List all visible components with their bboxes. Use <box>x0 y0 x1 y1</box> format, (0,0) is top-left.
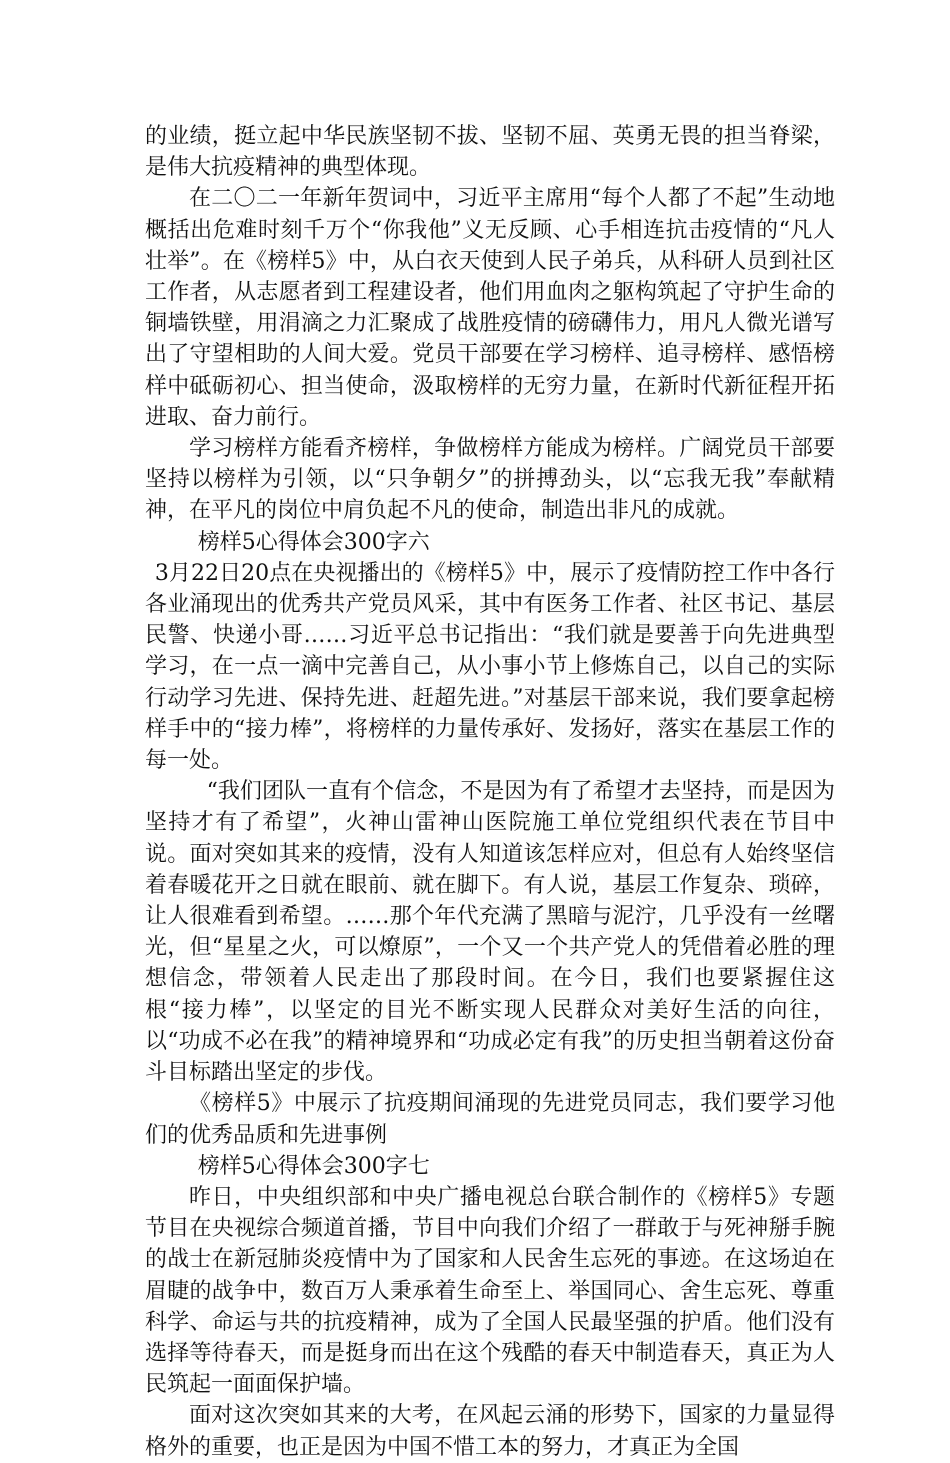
paragraph: 学习榜样方能看齐榜样，争做榜样方能成为榜样。广阔党员干部要坚持以榜样为引领，以“只争朝夕”的拼搏劲头，以“忘我无我”奉献精神，在平凡的岗位中肩负起不凡的使命，制造出非凡的成就。 <box>145 436 835 524</box>
paragraph: 3月22日20点在央视播出的《榜样5》中，展示了疫情防控工作中各行各业涌现出的优秀共产党员风采，其中有医务工作者、社区书记、基层民警、快递小哥……习近平总书记指出：“我们就是要善于向先进典型学习，在一点一滴中完善自己，从小事小节上修炼自己，以自己的实际行动学习先进、保持先进、赶超先进。”对基层干部来说，我们要拿起榜样手中的“接力棒”，将榜样的力量传承好、发扬好，落实在基层工作的每一处。 <box>145 560 835 774</box>
paragraph: 《榜样5》中展示了抗疫期间涌现的先进党员同志，我们要学习他们的优秀品质和先进事例 <box>145 1091 835 1148</box>
paragraph: 在二〇二一年新年贺词中，习近平主席用“每个人都了不起”生动地概括出危难时刻千万个“你我他”义无反顾、心手相连抗击疫情的“凡人壮举”。在《榜样5》中，从白衣天使到人民子弟兵，从科研人员到社区工作者，从志愿者到工程建设者，他们用血肉之躯构筑起了守护生命的铜墙铁壁，用涓滴之力汇聚成了战胜疫情的磅礴伟力，用凡人微光谱写出了守望相助的人间大爱。党员干部要在学习榜样、追寻榜样、感悟榜样中砥砺初心、担当使命，汲取榜样的无穷力量，在新时代新征程开拓进取、奋力前行。 <box>145 186 835 430</box>
paragraph: “我们团队一直有个信念，不是因为有了希望才去坚持，而是因为坚持才有了希望”，火神山雷神山医院施工单位党组织代表在节目中说。面对突如其来的疫情，没有人知道该怎样应对，但总有人始终坚信着春暖花开之日就在眼前、就在脚下。有人说，基层工作复杂、琐碎，让人很难看到希望。……那个年代充满了黑暗与泥泞，几乎没有一丝曙光，但“星星之火，可以燎原”，一个又一个共产党人的凭借着必胜的理想信念，带领着人民走出了那段时间。在今日，我们也要紧握住这根“接力棒”，以坚定的目光不断实现人民群众对美好生活的向往，以“功成不必在我”的精神境界和“功成必定有我”的历史担当朝着这份奋斗目标踏出坚定的步伐。 <box>145 779 835 1086</box>
section-heading: 榜样5心得体会300字六 <box>197 529 430 555</box>
paragraph: 昨日，中央组织部和中央广播电视总台联合制作的《榜样5》专题节目在央视综合频道首播，节目中向我们介绍了一群敢于与死神掰手腕的战士在新冠肺炎疫情中为了国家和人民舍生忘死的事迹。在这场迫在眉睫的战争中，数百万人秉承着生命至上、举国同心、舍生忘死、尊重科学、命运与共的抗疫精神，成为了全国人民最坚强的护盾。他们没有选择等待春天，而是挺身而出在这个残酷的春天中制造春天，真正为人民筑起一面面保护墙。 <box>145 1184 835 1398</box>
section-heading: 榜样5心得体会300字七 <box>197 1153 430 1179</box>
document-page <box>145 121 835 1463</box>
paragraph-continued: 的业绩，挺立起中华民族坚韧不拔、坚韧不屈、英勇无畏的担当脊梁，是伟大抗疫精神的典型体现。 <box>145 124 835 181</box>
paragraph: 面对这次突如其来的大考，在风起云涌的形势下，国家的力量显得格外的重要，也正是因为中国不惜工本的努力，才真正为全国 <box>145 1403 835 1460</box>
